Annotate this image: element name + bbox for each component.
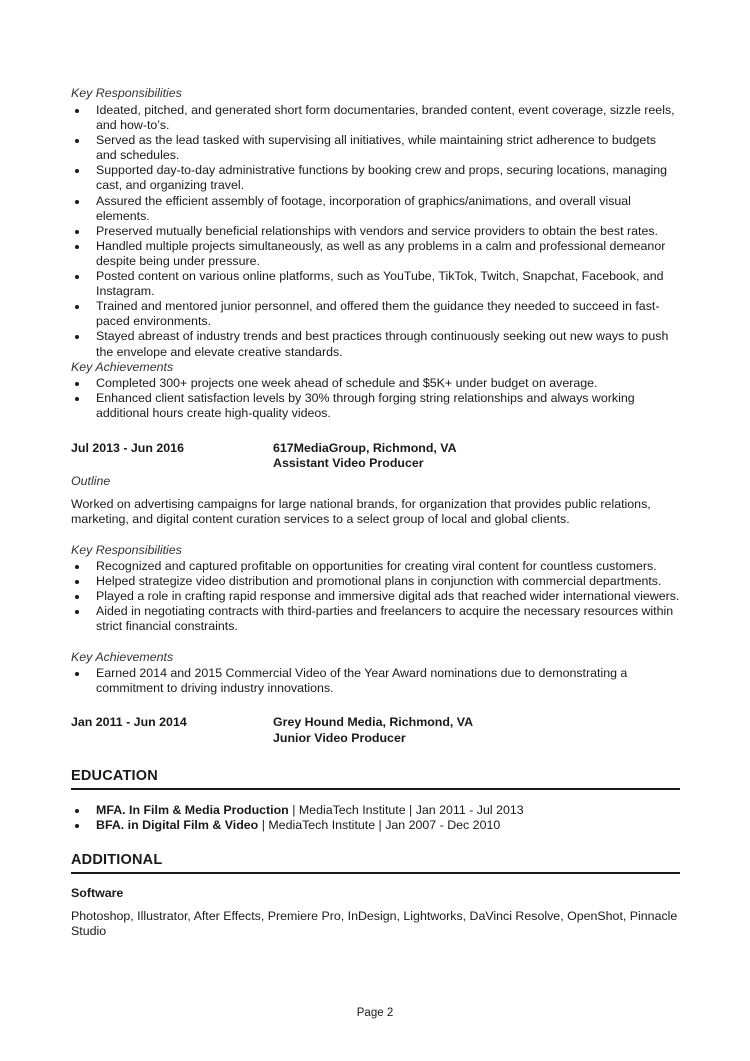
degree-name: BFA. in Digital Film & Video bbox=[96, 818, 259, 833]
additional-divider bbox=[71, 872, 680, 874]
job1-responsibilities-label: Key Responsibilities bbox=[71, 86, 182, 100]
additional-heading: ADDITIONAL bbox=[71, 852, 163, 868]
list-item: Posted content on various online platforms, such as YouTube, TikTok, Twitch, Snapchat, Facebook, and Instagram. bbox=[71, 269, 680, 299]
job3-dates: Jan 2011 - Jun 2014 bbox=[71, 715, 187, 729]
software-label: Software bbox=[71, 886, 124, 900]
page-number: Page 2 bbox=[356, 1007, 394, 1019]
list-item: Preserved mutually beneficial relationships with vendors and service providers to obtain the best rates. bbox=[71, 224, 680, 239]
degree-detail: | MediaTech Institute | Jan 2011 - Jul 2013 bbox=[288, 803, 524, 817]
job2-achievements-list bbox=[71, 666, 680, 696]
job2-company: 617MediaGroup, Richmond, VA bbox=[273, 441, 457, 455]
job2-responsibilities-list bbox=[71, 559, 680, 634]
degree-detail: | MediaTech Institute | Jan 2007 - Dec 2010 bbox=[258, 818, 501, 833]
job1-achievements-label: Key Achievements bbox=[71, 360, 174, 374]
job2-outline-label: Outline bbox=[71, 474, 111, 488]
list-item: Earned 2014 and 2015 Commercial Video of the Year Award nominations due to demonstrating a commitment to driving industry innovations. bbox=[71, 666, 680, 696]
list-item: Aided in negotiating contracts with third-parties and freelancers to acquire the necessary resources within strict financial constraints. bbox=[71, 604, 680, 634]
list-item: Completed 300+ projects one week ahead of schedule and $5K+ under budget on average. bbox=[71, 376, 680, 391]
list-item: Recognized and captured profitable on opportunities for creating viral content for countless customers. bbox=[71, 559, 680, 574]
list-item: Assured the efficient assembly of footage, incorporation of graphics/animations, and overall visual elements. bbox=[71, 194, 680, 224]
list-item: Helped strategize video distribution and promotional plans in conjunction with commercial departments. bbox=[71, 574, 680, 589]
list-item: Enhanced client satisfaction levels by 30% through forging string relationships and always working additional hours create high-quality videos. bbox=[71, 391, 680, 421]
list-item: Supported day-to-day administrative functions by booking crew and props, securing locations, managing cast, and organizing travel. bbox=[71, 163, 680, 193]
list-item: Played a role in crafting rapid response and immersive digital ads that reached wider international viewers. bbox=[71, 589, 680, 604]
job1-achievements-list bbox=[71, 376, 680, 421]
list-item: Served as the lead tasked with supervising all initiatives, while maintaining strict adherence to budgets and schedules. bbox=[71, 133, 680, 163]
job2-outline-text: Worked on advertising campaigns for large national brands, for organization that provides public relations, marketing, and digital content curation services to a select group of local and global clients. bbox=[71, 497, 651, 527]
education-list bbox=[71, 803, 680, 833]
education-heading: EDUCATION bbox=[71, 768, 158, 784]
degree-name: MFA. In Film & Media Production bbox=[96, 803, 289, 817]
list-item: Trained and mentored junior personnel, and offered them the guidance they needed to succeed in fast-paced environments. bbox=[71, 299, 680, 329]
education-divider bbox=[71, 788, 680, 790]
list-item: Ideated, pitched, and generated short form documentaries, branded content, event coverage, sizzle reels, and how-to’s. bbox=[71, 103, 680, 133]
software-list: Photoshop, Illustrator, After Effects, Premiere Pro, InDesign, Lightworks, DaVinci Resolve, OpenShot, Pinnacle Studio bbox=[71, 909, 678, 939]
job3-title: Junior Video Producer bbox=[273, 731, 406, 745]
job1-responsibilities-list bbox=[71, 103, 680, 360]
list-item: Handled multiple projects simultaneously, as well as any problems in a calm and professional demeanor despite being under pressure. bbox=[71, 239, 680, 269]
job2-title: Assistant Video Producer bbox=[273, 456, 424, 470]
education-item bbox=[71, 818, 680, 833]
job2-achievements-label: Key Achievements bbox=[71, 650, 174, 664]
job3-company: Grey Hound Media, Richmond, VA bbox=[273, 715, 474, 729]
job2-dates: Jul 2013 - Jun 2016 bbox=[71, 441, 184, 455]
education-item bbox=[71, 803, 680, 818]
job2-responsibilities-label: Key Responsibilities bbox=[71, 543, 182, 557]
list-item: Stayed abreast of industry trends and best practices through continuously seeking out new ways to push the envelope and elevate creative standards. bbox=[71, 329, 680, 359]
